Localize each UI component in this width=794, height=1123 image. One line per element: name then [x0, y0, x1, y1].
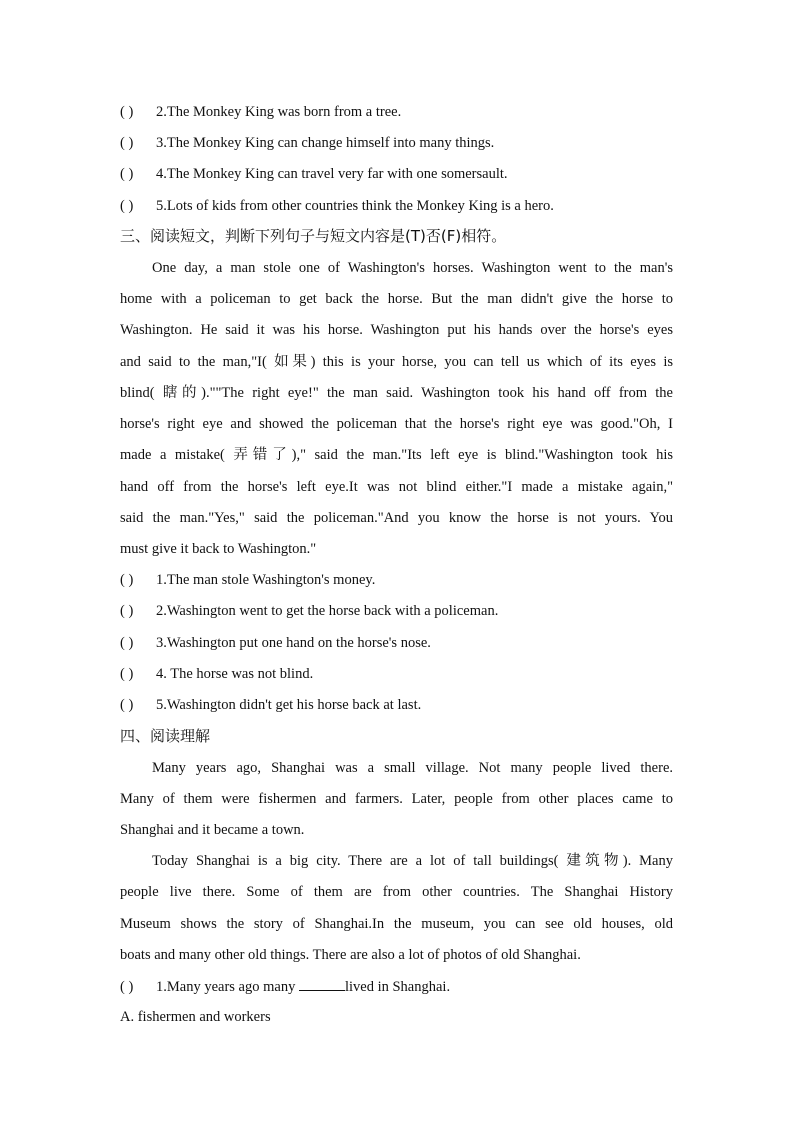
- s4-question-1: ( ) 1.Many years ago many lived in Shanghai.: [120, 976, 673, 997]
- s3-passage-line: hand off from the horse's left eye.It was not blind either."I made a mistake again,": [120, 479, 673, 495]
- s3-passage-line: home with a policeman to get back the horse. But the man didn't give the horse to: [120, 291, 673, 307]
- s3-passage-line: made a mistake( 弄错了)," said the man."Its left eye is blind."Washington took his: [120, 447, 673, 463]
- s3-question-2: ( ) 2.Washington went to get the horse back with a policeman.: [120, 603, 499, 619]
- s3-question-1: ( ) 1.The man stole Washington's money.: [120, 572, 376, 588]
- s3-passage-line: said the man."Yes," said the policeman."And you know the horse is not yours. You: [120, 510, 673, 526]
- s2-question-3: ( ) 3.The Monkey King can change himself into many things.: [120, 135, 495, 151]
- s2-question-5: ( ) 5.Lots of kids from other countries think the Monkey King is a hero.: [120, 198, 554, 214]
- s4-passage-line: boats and many other old things. There are also a lot of photos of old Shanghai.: [120, 947, 581, 963]
- s2-question-4: ( ) 4.The Monkey King can travel very far with one somersault.: [120, 166, 508, 182]
- s3-passage-line: blind( 瞎的).""The right eye!" the man said. Washington took his hand off from the: [120, 385, 673, 401]
- s3-passage-line: One day, a man stole one of Washington's horses. Washington went to the man's: [152, 260, 673, 276]
- s4-passage-line: Museum shows the story of Shanghai.In the museum, you can see old houses, old: [120, 916, 673, 932]
- s4-passage-line: Many of them were fishermen and farmers. Later, people from other places came to: [120, 791, 673, 807]
- s3-passage-line: must give it back to Washington.": [120, 541, 317, 557]
- s3-question-4: ( ) 4. The horse was not blind.: [120, 666, 314, 682]
- answer-blank[interactable]: [299, 976, 345, 991]
- section-4-heading: 四、阅读理解: [120, 727, 211, 745]
- s4-option-a: A. fishermen and workers: [120, 1009, 271, 1025]
- s3-passage-line: and said to the man,"I( 如果) this is your horse, you can tell us which of its eyes is: [120, 354, 673, 370]
- section-3-heading: 三、阅读短文，判断下列句子与短文内容是(T)否(F)相符。: [120, 227, 507, 245]
- s3-question-5: ( ) 5.Washington didn't get his horse back at last.: [120, 697, 422, 713]
- s3-passage-line: horse's right eye and showed the policeman that the horse's right eye was good."Oh, I: [120, 416, 673, 432]
- s4-passage-line: people live there. Some of them are from other countries. The Shanghai History: [120, 884, 673, 900]
- s4-passage-line: Many years ago, Shanghai was a small village. Not many people lived there.: [152, 760, 673, 776]
- s4-passage-line: Shanghai and it became a town.: [120, 822, 305, 838]
- s4-passage-line: Today Shanghai is a big city. There are a lot of tall buildings( 建筑物). Many: [152, 853, 673, 869]
- s3-question-3: ( ) 3.Washington put one hand on the horse's nose.: [120, 635, 431, 651]
- s2-question-2: ( ) 2.The Monkey King was born from a tree.: [120, 104, 402, 120]
- s3-passage-line: Washington. He said it was his horse. Washington put his hands over the horse's eyes: [120, 322, 673, 338]
